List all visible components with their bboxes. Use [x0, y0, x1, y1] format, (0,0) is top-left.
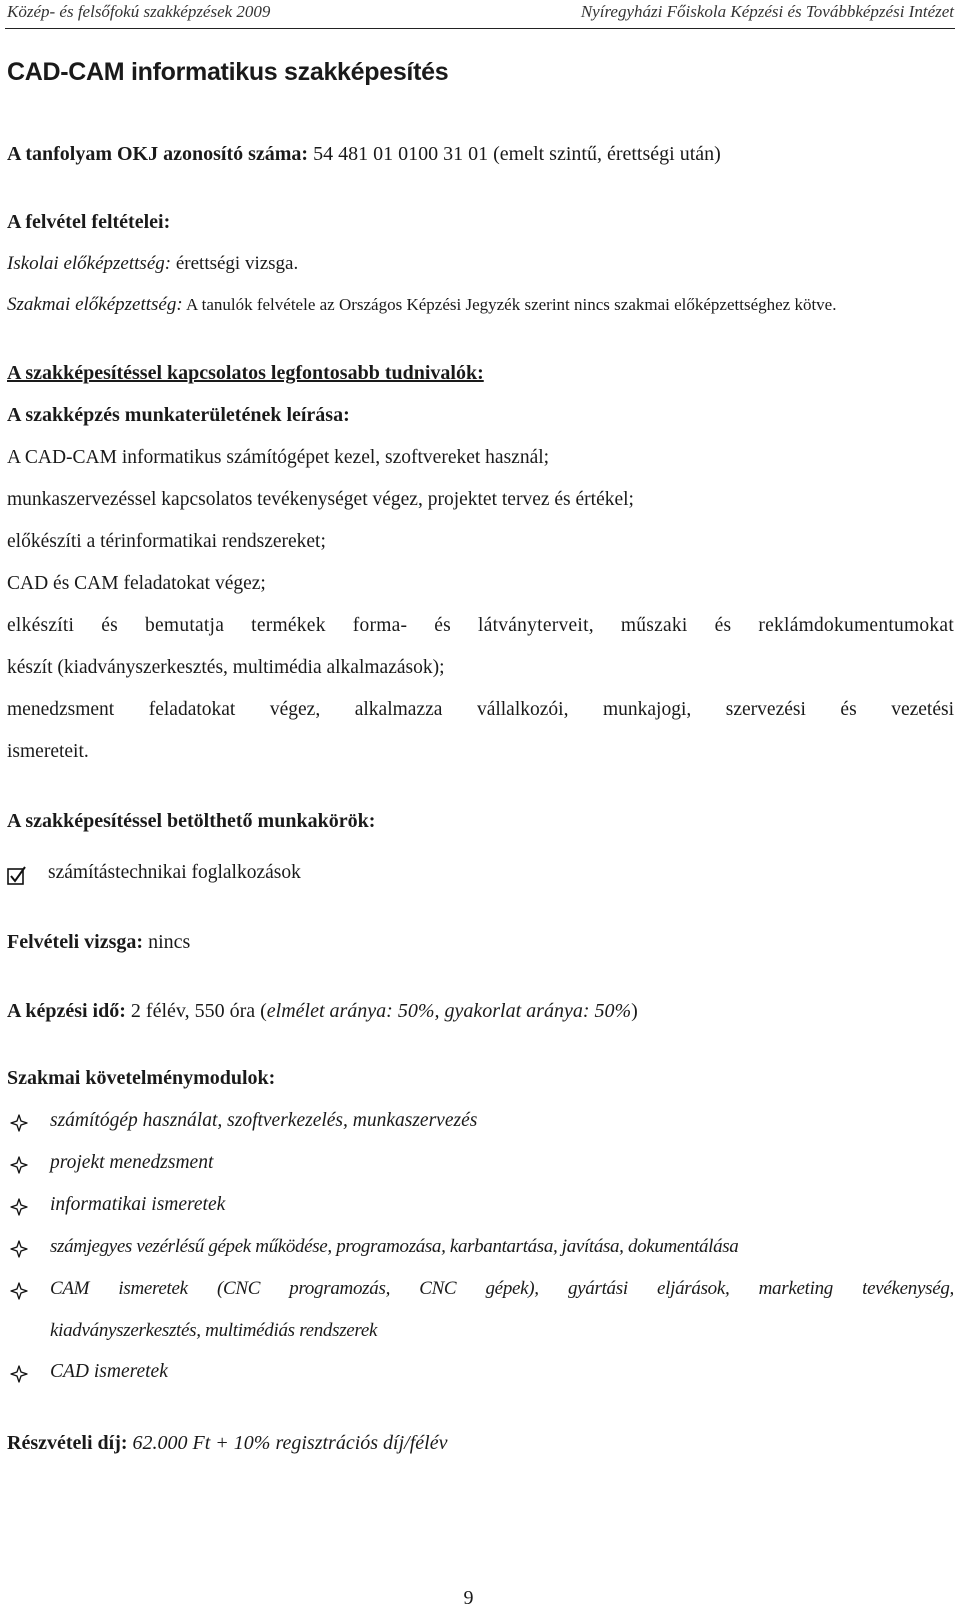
- four-point-star-icon: [10, 1156, 28, 1174]
- school-label: Iskolai előképzettség:: [7, 253, 172, 274]
- jobs-heading: A szakképesítéssel betölthető munkakörök:: [7, 810, 376, 832]
- prof-label: Szakmai előképzettség:: [7, 294, 183, 315]
- duration-ratio: elmélet aránya: 50%, gyakorlat aránya: 50%: [266, 1000, 632, 1022]
- info-subheading: A szakképzés munkaterületének leírása:: [7, 404, 350, 426]
- fee-value: 62.000 Ft + 10% regisztrációs díj/félév: [127, 1432, 448, 1454]
- duration-value: 2 félév, 550 óra (: [125, 1000, 267, 1022]
- four-point-star-icon: [10, 1240, 28, 1258]
- header-divider: [5, 28, 955, 29]
- four-point-star-icon: [10, 1282, 28, 1300]
- desc-line: CAD és CAM feladatokat végez;: [7, 573, 266, 594]
- admission-heading: A felvétel feltételei:: [7, 211, 171, 233]
- info-heading: A szakképesítéssel kapcsolatos legfontosabb tudnivalók:: [7, 362, 484, 384]
- module-item: számítógép használat, szoftverkezelés, munkaszervezés: [50, 1110, 478, 1131]
- checkbox-checked-icon: [7, 866, 27, 886]
- duration-label: A képzési idő:: [7, 1000, 126, 1022]
- modules-heading: Szakmai követelménymodulok:: [7, 1067, 276, 1089]
- module-item: informatikai ismeretek: [50, 1194, 226, 1215]
- prof-value: A tanulók felvétele az Országos Képzési Jegyzék szerint nincs szakmai előképzettséghez kötve.: [182, 295, 837, 314]
- okj-line: [7, 143, 721, 166]
- school-value: érettségi vizsga.: [171, 253, 299, 274]
- exam-label: Felvételi vizsga:: [7, 931, 144, 953]
- okj-label: A tanfolyam OKJ azonosító száma:: [7, 143, 309, 165]
- fee-line: [7, 1432, 447, 1455]
- desc-line: ismereteit.: [7, 741, 89, 762]
- duration-close: ): [631, 1000, 638, 1022]
- school-requirement: [7, 253, 298, 275]
- four-point-star-icon: [10, 1114, 28, 1132]
- duration-line: [7, 1000, 638, 1023]
- module-item-continued: kiadványszerkesztés, multimédiás rendszerek: [50, 1320, 378, 1341]
- prof-requirement: [7, 294, 836, 316]
- header-right: Nyíregyházi Főiskola Képzési és Továbbképzési Intézet: [580, 2, 954, 21]
- page-number: 9: [463, 1587, 474, 1609]
- fee-label: Részvételi díj:: [7, 1432, 128, 1454]
- desc-line: munkaszervezéssel kapcsolatos tevékenységet végez, projektet tervez és értékel;: [7, 489, 634, 510]
- desc-line: elkészíti és bemutatja termékek forma- és látványterveit, műszaki és reklámdokumentumokat: [7, 615, 954, 636]
- exam-value: nincs: [143, 931, 191, 953]
- exam-line: [7, 931, 190, 954]
- desc-line: menedzsment feladatokat végez, alkalmazza vállalkozói, munkajogi, szervezési és vezetési: [7, 699, 954, 720]
- module-item: számjegyes vezérlésű gépek működése, programozása, karbantartása, javítása, dokumentálása: [50, 1236, 739, 1257]
- four-point-star-icon: [10, 1198, 28, 1216]
- desc-line: A CAD-CAM informatikus számítógépet kezel, szoftvereket használ;: [7, 447, 550, 468]
- desc-line: készít (kiadványszerkesztés, multimédia alkalmazások);: [7, 657, 445, 678]
- module-item: CAD ismeretek: [50, 1361, 168, 1382]
- desc-line: előkészíti a térinformatikai rendszereket;: [7, 531, 326, 552]
- module-item: projekt menedzsment: [50, 1152, 214, 1173]
- four-point-star-icon: [10, 1365, 28, 1383]
- page-title: CAD-CAM informatikus szakképesítés: [7, 58, 449, 86]
- job-item: számítástechnikai foglalkozások: [48, 862, 301, 883]
- module-item: CAM ismeretek (CNC programozás, CNC gépek), gyártási eljárások, marketing tevékenység,: [50, 1278, 954, 1299]
- header-left: Közép- és felsőfokú szakképzések 2009: [7, 2, 271, 21]
- okj-value: 54 481 01 0100 31 01 (emelt szintű, érettségi után): [308, 143, 721, 165]
